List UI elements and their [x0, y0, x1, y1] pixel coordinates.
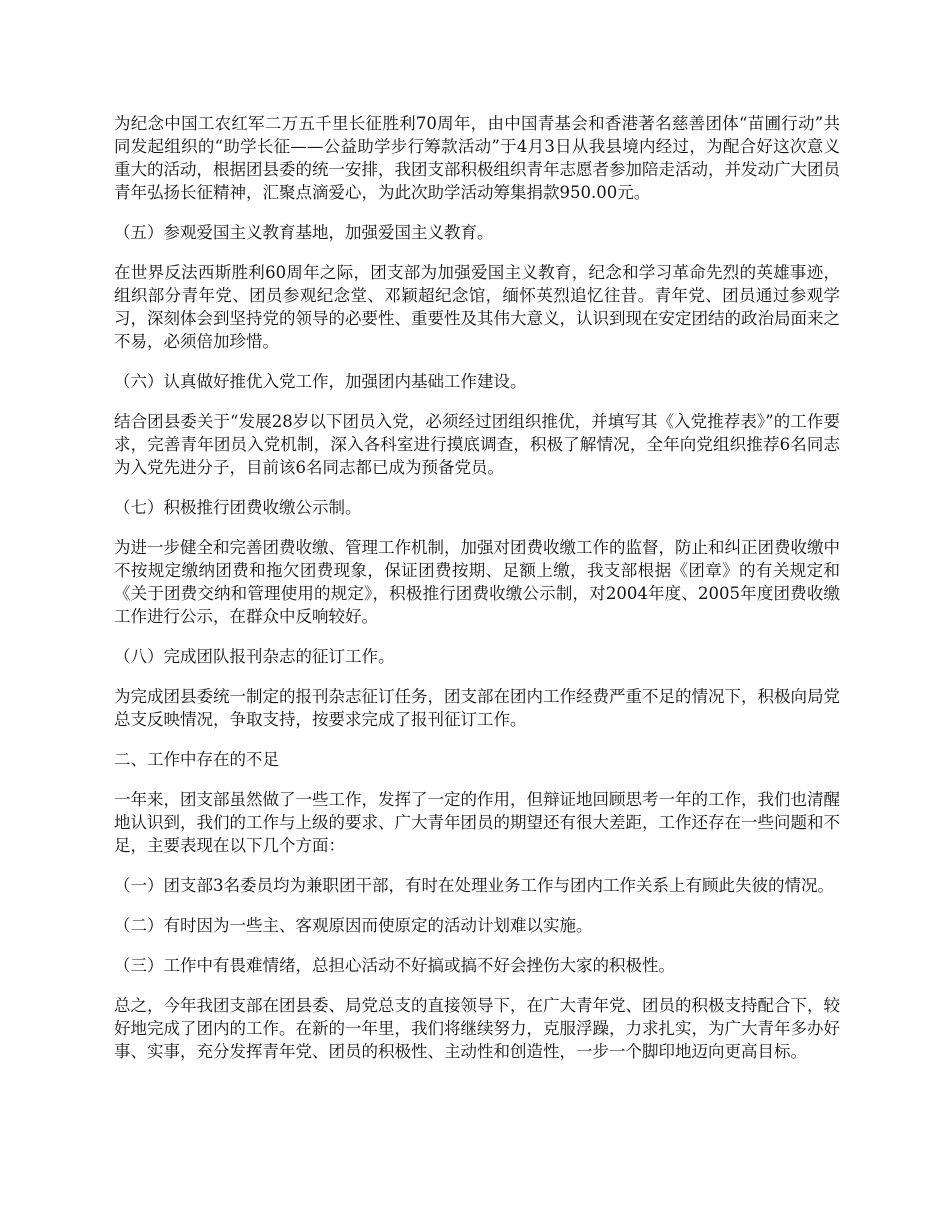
paragraph-subscription-work: 为完成团县委统一制定的报刊杂志征订任务，团支部在团内工作经费严重不足的情况下，积极向局党总支反映情况，争取支持，按要求完成了报刊征订工作。 — [114, 687, 840, 729]
paragraph-conclusion: 总之，今年我团支部在团县委、局党总支的直接领导下，在广大青年党、团员的积极支持配合下，较好地完成了团内的工作。在新的一年里，我们将继续努力，克服浮躁，力求扎实，为广大青年多办好事、实事，充分发挥青年党、团员的积极性、主动性和创造性，一步一个脚印地迈向更高目标。 — [114, 996, 840, 1061]
paragraph-shortcoming-3: （三）工作中有畏难情绪，总担心活动不好搞或搞不好会挫伤大家的积极性。 — [114, 956, 675, 975]
paragraph-shortcomings-intro: 一年来，团支部虽然做了一些工作，发挥了一定的作用，但辩证地回顾思考一年的工作，我们也清醒地认识到，我们的工作与上级的要求、广大青年团员的期望还有很大差距，工作还存在一些问题和不足，主要表现在以下几个方面： — [114, 790, 840, 855]
section-heading-6: （六）认真做好推优入党工作，加强团内基础工作建设。 — [114, 372, 527, 391]
section-heading-5: （五）参观爱国主义教育基地，加强爱国主义教育。 — [114, 223, 494, 242]
paragraph-shortcoming-1: （一）团支部3名委员均为兼职团干部，有时在处理业务工作与团内工作关系上有顾此失彼的情况。 — [114, 876, 834, 895]
paragraph-party-recommendation: 结合团县委关于“发展28岁以下团员入党，必须经过团组织推优，并填写其《入党推荐表》”的工作要求，完善青年团员入党机制，深入各科室进行摸底调查，积极了解情况，全年向党组织推荐6名同志为入党先进分子，目前该6名同志都已成为预备党员。 — [114, 412, 840, 477]
section-heading-8: （八）完成团队报刊杂志的征订工作。 — [114, 647, 395, 666]
section-heading-7: （七）积极推行团费收缴公示制。 — [114, 498, 362, 517]
section-heading-shortcomings: 二、工作中存在的不足 — [114, 750, 279, 769]
paragraph-dues-disclosure: 为进一步健全和完善团费收缴、管理工作机制，加强对团费收缴工作的监督，防止和纠正团费收缴中不按规定缴纳团费和拖欠团费现象，保证团费按期、足额上缴，我支部根据《团章》的有关规定和《关于团费交纳和管理使用的规定》，积极推行团费收缴公示制，对2004年度、2005年度团费收缴工作进行公示，在群众中反响较好。 — [114, 538, 840, 626]
paragraph-patriotic-education: 在世界反法西斯胜利60周年之际，团支部为加强爱国主义教育，纪念和学习革命先烈的英雄事迹，组织部分青年党、团员参观纪念堂、邓颖超纪念馆，缅怀英烈追忆往昔。青年党、团员通过参观学习，深刻体会到坚持党的领导的必要性、重要性及其伟大意义，认识到现在安定团结的政治局面来之不易，必须倍加珍惜。 — [114, 263, 840, 351]
paragraph-shortcoming-2: （二）有时因为一些主、客观原因而使原定的活动计划难以实施。 — [114, 916, 593, 935]
document-page — [114, 112, 840, 1080]
paragraph-long-march-fundraising: 为纪念中国工农红军二万五千里长征胜利70周年，由中国青基会和香港著名慈善团体“苗圃行动”共同发起组织的“助学长征——公益助学步行筹款活动”于4月3日从我县境内经过，为配合好这次意义重大的活动，根据团县委的统一安排，我团支部积极组织青年志愿者参加陪走活动，并发动广大团员青年弘扬长征精神，汇聚点滴爱心，为此次助学活动筹集捐款950.00元。 — [114, 114, 840, 202]
